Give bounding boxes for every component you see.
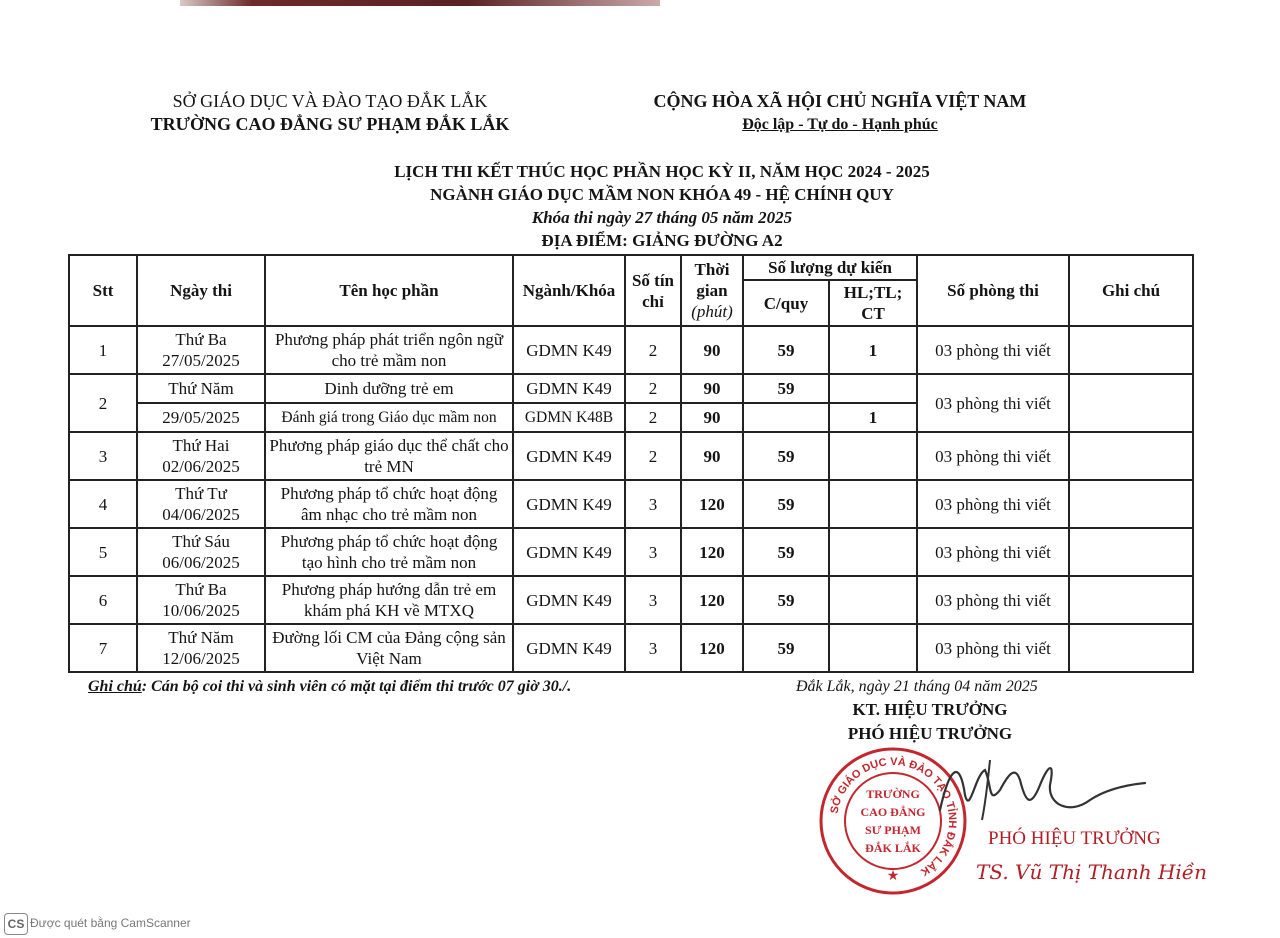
- cell-rooms: 03 phòng thi viết: [917, 528, 1069, 576]
- camscanner-logo-icon: CS: [4, 913, 28, 935]
- cell-course: Phương pháp hướng dẫn trẻ em khám phá KH về MTXQ: [265, 576, 513, 624]
- table-row: [69, 576, 1193, 624]
- cell-stt: 4: [69, 480, 137, 528]
- cell-hltl: [829, 528, 917, 576]
- cell-date: [137, 624, 265, 672]
- cell-course: Đánh giá trong Giáo dục mầm non: [265, 403, 513, 432]
- cell-credits: 3: [625, 528, 681, 576]
- header-credits: Số tín chỉ: [625, 255, 681, 326]
- table-row: [69, 480, 1193, 528]
- national-motto: [620, 90, 1060, 136]
- table-row: [69, 432, 1193, 480]
- table-row: [69, 528, 1193, 576]
- cell-hltl: [829, 624, 917, 672]
- cell-course: Phương pháp giáo dục thể chất cho trẻ MN: [265, 432, 513, 480]
- cell-credits: 3: [625, 624, 681, 672]
- cell-weekday: Thứ Hai: [172, 436, 230, 455]
- cell-day: 06/06/2025: [162, 553, 240, 572]
- seal-center-line-3: SƯ PHẠM: [865, 823, 921, 837]
- cell-time: 120: [681, 528, 743, 576]
- cell-time: 120: [681, 576, 743, 624]
- signer-name: TS. Vũ Thị Thanh Hiền: [976, 860, 1207, 884]
- signatory-line-1: KT. HIỆU TRƯỞNG: [852, 700, 1008, 719]
- cell-cquy: 59: [743, 374, 829, 403]
- header-major: Ngành/Khóa: [513, 255, 625, 326]
- cell-rooms: 03 phòng thi viết: [917, 576, 1069, 624]
- cell-stt: 5: [69, 528, 137, 576]
- seal-center-line-1: TRƯỜNG: [866, 787, 920, 801]
- cell-rooms: 03 phòng thi viết: [917, 374, 1069, 432]
- header-date: Ngày thi: [137, 255, 265, 326]
- header-rooms: Số phòng thi: [917, 255, 1069, 326]
- cell-stt: 7: [69, 624, 137, 672]
- seal-center-line-2: CAO ĐẲNG: [860, 805, 926, 819]
- cell-hltl: [829, 576, 917, 624]
- cell-time: 90: [681, 403, 743, 432]
- cell-hltl: [829, 480, 917, 528]
- footnote: [88, 678, 571, 696]
- exam-session-date: Khóa thi ngày 27 tháng 05 năm 2025: [531, 208, 793, 227]
- cell-rooms: 03 phòng thi viết: [917, 432, 1069, 480]
- cell-weekday: Thứ Năm: [137, 374, 265, 403]
- cell-rooms: 03 phòng thi viết: [917, 326, 1069, 374]
- cell-major: GDMN K49: [513, 432, 625, 480]
- cell-major: GDMN K49: [513, 624, 625, 672]
- cell-major: GDMN K49: [513, 326, 625, 374]
- cell-time: 90: [681, 326, 743, 374]
- cell-stt: 3: [69, 432, 137, 480]
- cell-day: 04/06/2025: [162, 505, 240, 524]
- cell-note: [1069, 326, 1193, 374]
- cell-note: [1069, 374, 1193, 432]
- title-line-1: LỊCH THI KẾT THÚC HỌC PHẦN HỌC KỲ II, NĂM HỌC 2024 - 2025: [394, 162, 930, 181]
- header-stt: Stt: [69, 255, 137, 326]
- cell-major: GDMN K49: [513, 576, 625, 624]
- cell-day: 29/05/2025: [137, 403, 265, 432]
- cell-credits: 2: [625, 326, 681, 374]
- cell-cquy: 59: [743, 432, 829, 480]
- cell-cquy: 59: [743, 480, 829, 528]
- country-name: CỘNG HÒA XÃ HỘI CHỦ NGHĨA VIỆT NAM: [653, 91, 1027, 111]
- cell-weekday: Thứ Tư: [175, 484, 227, 503]
- table-row: [69, 374, 1193, 403]
- cell-course: Phương pháp phát triển ngôn ngữ cho trẻ mầm non: [265, 326, 513, 374]
- seal-star-icon: ★: [886, 869, 900, 884]
- exam-schedule-table: [68, 254, 1194, 673]
- cell-hltl: 1: [829, 403, 917, 432]
- cell-course: Phương pháp tổ chức hoạt động âm nhạc cho trẻ mầm non: [265, 480, 513, 528]
- header-hltl: HL;TL; CT: [829, 280, 917, 326]
- issuing-authority: [120, 90, 540, 136]
- cell-credits: 2: [625, 403, 681, 432]
- cell-stt: 2: [69, 374, 137, 432]
- cell-course: Phương pháp tổ chức hoạt động tạo hình cho trẻ mầm non: [265, 528, 513, 576]
- cell-stt: 1: [69, 326, 137, 374]
- header-time-unit: (phút): [691, 302, 733, 321]
- cell-credits: 2: [625, 374, 681, 403]
- cell-hltl: [829, 432, 917, 480]
- cell-cquy: 59: [743, 326, 829, 374]
- department-name: SỞ GIÁO DỤC VÀ ĐÀO TẠO ĐẮK LẮK: [172, 91, 488, 111]
- cell-stt: 6: [69, 576, 137, 624]
- cell-date: [137, 432, 265, 480]
- cell-credits: 2: [625, 432, 681, 480]
- signatory-line-2: PHÓ HIỆU TRƯỞNG: [847, 724, 1013, 743]
- seal-center-line-4: ĐẮK LẮK: [865, 841, 921, 855]
- cell-day: 02/06/2025: [162, 457, 240, 476]
- school-name: TRƯỜNG CAO ĐẲNG SƯ PHẠM ĐẮK LẮK: [150, 114, 510, 134]
- cell-time: 120: [681, 624, 743, 672]
- header-time-label: Thời gian: [694, 260, 730, 300]
- header-expected: Số lượng dự kiến: [743, 255, 917, 280]
- exam-location: ĐỊA ĐIỂM: GIẢNG ĐƯỜNG A2: [541, 231, 783, 250]
- cell-weekday: Thứ Năm: [168, 628, 234, 647]
- cell-hltl: 1: [829, 326, 917, 374]
- cell-date: [137, 480, 265, 528]
- cell-cquy: 59: [743, 624, 829, 672]
- camscanner-watermark: Được quét bằng CamScanner: [30, 916, 191, 930]
- cell-credits: 3: [625, 576, 681, 624]
- cell-cquy: [743, 403, 829, 432]
- cell-note: [1069, 624, 1193, 672]
- cell-date: [137, 576, 265, 624]
- table-row: [69, 624, 1193, 672]
- header-cquy: C/quy: [743, 280, 829, 326]
- cell-major: GDMN K49: [513, 528, 625, 576]
- cell-time: 120: [681, 480, 743, 528]
- motto: Độc lập - Tự do - Hạnh phúc: [742, 116, 938, 133]
- cell-major: GDMN K49: [513, 374, 625, 403]
- handwritten-signature: [930, 755, 1150, 825]
- cell-cquy: 59: [743, 576, 829, 624]
- header-note: Ghi chú: [1069, 255, 1193, 326]
- cell-date: [137, 528, 265, 576]
- cell-cquy: 59: [743, 528, 829, 576]
- cell-hltl: [829, 374, 917, 403]
- document-title: [300, 160, 1024, 252]
- cell-course: Đường lối CM của Đảng cộng sản Việt Nam: [265, 624, 513, 672]
- cell-day: 12/06/2025: [162, 649, 240, 668]
- header-time: [681, 255, 743, 326]
- table-row: [69, 326, 1193, 374]
- cell-major: GDMN K49: [513, 480, 625, 528]
- cell-rooms: 03 phòng thi viết: [917, 624, 1069, 672]
- footnote-text: : Cán bộ coi thi và sinh viên có mặt tại điểm thi trước 07 giờ 30./.: [141, 678, 572, 695]
- cell-time: 90: [681, 432, 743, 480]
- cell-weekday: Thứ Ba: [175, 580, 227, 599]
- cell-course: Dinh dưỡng trẻ em: [265, 374, 513, 403]
- footnote-label: Ghi chú: [88, 678, 142, 695]
- title-line-2: NGÀNH GIÁO DỤC MẦM NON KHÓA 49 - HỆ CHÍNH QUY: [430, 185, 894, 204]
- cell-day: 27/05/2025: [162, 351, 240, 370]
- place-and-date: Đắk Lắk, ngày 21 tháng 04 năm 2025: [796, 678, 1038, 695]
- cell-date: [137, 326, 265, 374]
- signer-title: PHÓ HIỆU TRƯỞNG: [988, 828, 1161, 849]
- scan-top-edge: [180, 0, 660, 6]
- header-course: Tên học phần: [265, 255, 513, 326]
- cell-day: 10/06/2025: [162, 601, 240, 620]
- cell-time: 90: [681, 374, 743, 403]
- cell-note: [1069, 576, 1193, 624]
- cell-major: GDMN K48B: [513, 403, 625, 432]
- cell-rooms: 03 phòng thi viết: [917, 480, 1069, 528]
- seal-ring-text: SỞ GIÁO DỤC VÀ ĐÀO TẠO TỈNH ĐẮK LẮK: [828, 755, 959, 878]
- cell-note: [1069, 480, 1193, 528]
- cell-credits: 3: [625, 480, 681, 528]
- cell-weekday: Thứ Ba: [175, 330, 227, 349]
- cell-note: [1069, 432, 1193, 480]
- cell-weekday: Thứ Sáu: [172, 532, 230, 551]
- cell-note: [1069, 528, 1193, 576]
